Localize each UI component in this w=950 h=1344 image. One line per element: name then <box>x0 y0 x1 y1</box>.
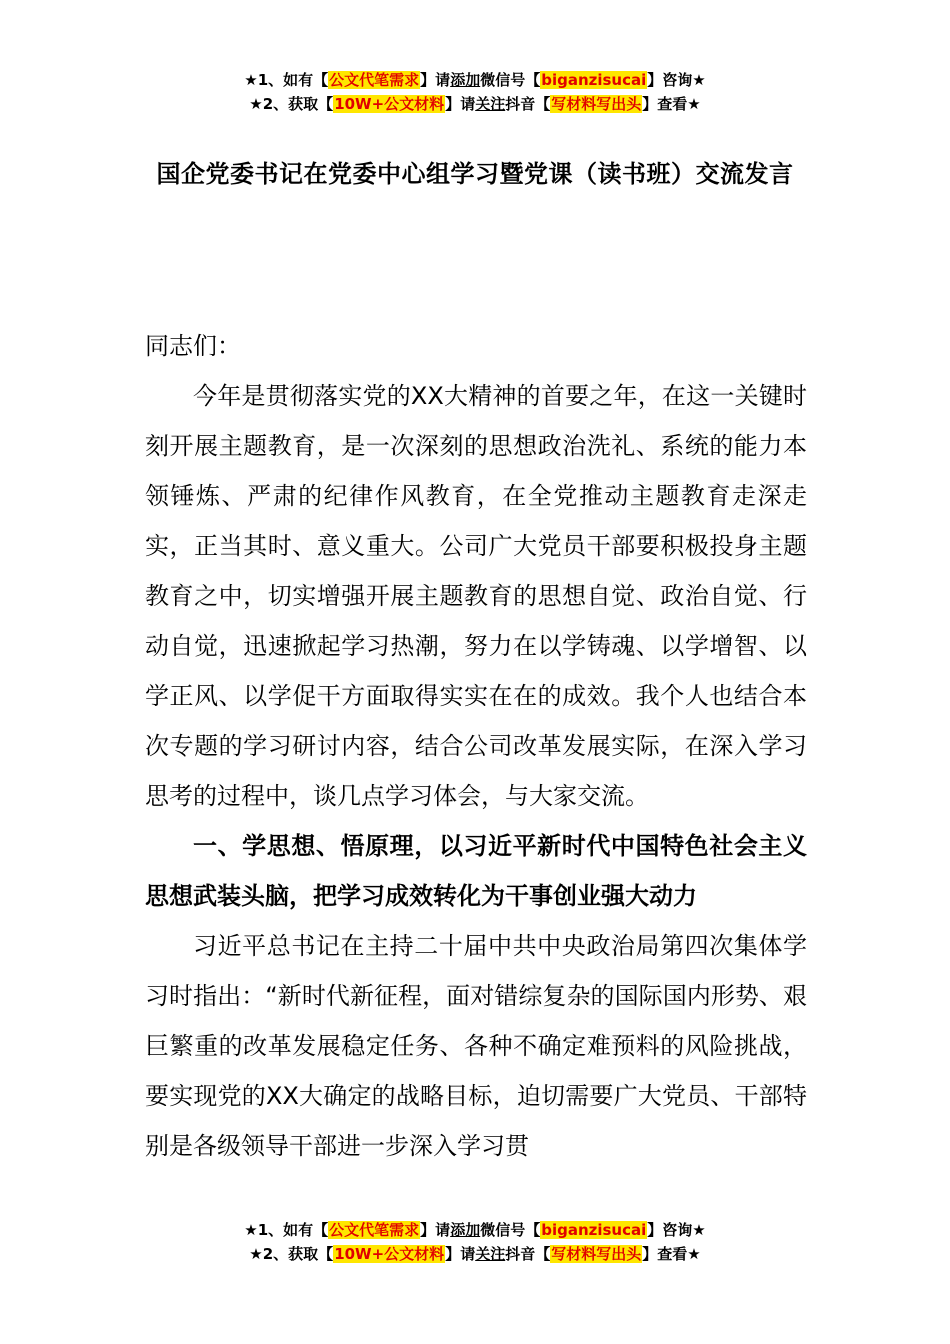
highlight-text: 公文代笔需求 <box>329 1221 420 1239</box>
paragraph: 习近平总书记在主持二十届中共中央政治局第四次集体学习时指出：“新时代新征程，面对错综复杂的国际国内形势、艰巨繁重的改革发展稳定任务、各种不确定难预料的风险挑战，要实现党的XX大确定的战略目标，迫切需要广大党员、干部特别是各级领导干部进一步深入学习贯 <box>145 932 807 1160</box>
document-body <box>145 321 807 1171</box>
highlight-text: 公文代笔需求 <box>329 71 420 89</box>
promo-line-1: ★1、如有【公文代笔需求】请添加微信号【biganzisucai】咨询★ <box>244 1221 706 1239</box>
salutation: 同志们： <box>145 332 241 360</box>
highlight-text: 10W+公文材料 <box>334 95 445 113</box>
promo-line-1: ★1、如有【公文代笔需求】请添加微信号【biganzisucai】咨询★ <box>244 71 706 89</box>
highlight-text: 写材料写出头 <box>551 1245 642 1263</box>
document-title: 国企党委书记在党委中心组学习暨党课（读书班）交流发言 <box>156 160 794 188</box>
promo-line-2: ★2、获取【10W+公文材料】请关注抖音【写材料写出头】查看★ <box>249 95 701 113</box>
paragraph: 今年是贯彻落实党的XX大精神的首要之年，在这一关键时刻开展主题教育，是一次深刻的思想政治洗礼、系统的能力本领锤炼、严肃的纪律作风教育，在全党推动主题教育走深走实，正当其时、意义重大。公司广大党员干部要积极投身主题教育之中，切实增强开展主题教育的思想自觉、政治自觉、行动自觉，迅速掀起学习热潮，努力在以学铸魂、以学增智、以学正风、以学促干方面取得实实在在的成效。我个人也结合本次专题的学习研讨内容，结合公司改革发展实际，在深入学习思考的过程中，谈几点学习体会，与大家交流。 <box>145 382 807 810</box>
highlight-text: 写材料写出头 <box>551 95 642 113</box>
highlight-text: biganzisucai <box>541 71 647 89</box>
promo-banner-top <box>0 68 950 116</box>
promo-banner-bottom <box>0 1218 950 1266</box>
highlight-text: 10W+公文材料 <box>334 1245 445 1263</box>
section-heading: 一、学思想、悟原理，以习近平新时代中国特色社会主义思想武装头脑，把学习成效转化为干事创业强大动力 <box>145 832 807 910</box>
highlight-text: biganzisucai <box>541 1221 647 1239</box>
promo-line-2: ★2、获取【10W+公文材料】请关注抖音【写材料写出头】查看★ <box>249 1245 701 1263</box>
